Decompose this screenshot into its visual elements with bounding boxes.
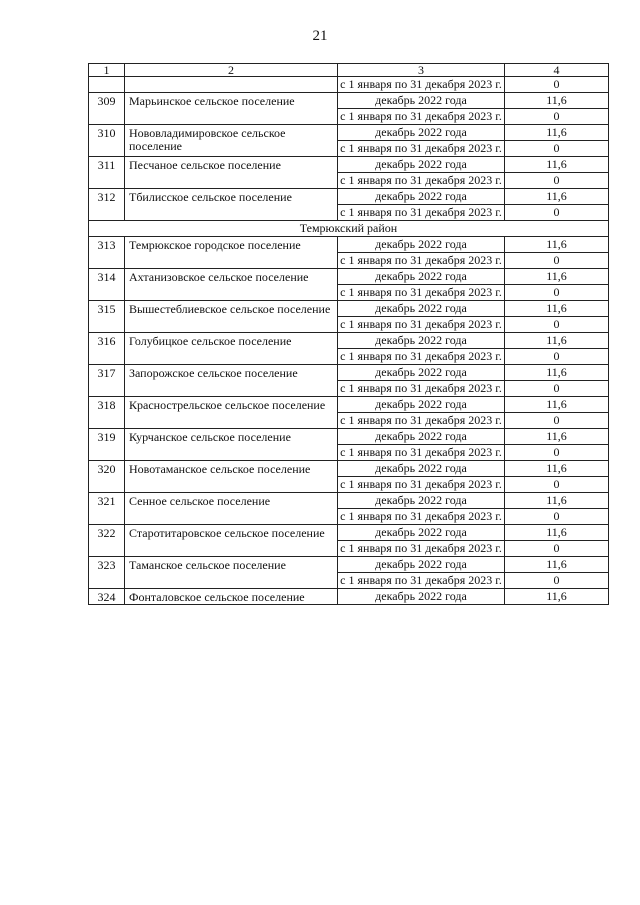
period-cell: с 1 января по 31 декабря 2023 г. [338,77,505,93]
table-row [89,189,609,205]
name-cell: Тбилисское сельское поселение [125,189,338,221]
value-cell: 0 [505,445,609,461]
value-cell: 11,6 [505,557,609,573]
name-cell: Нововладимировское сельское поселение [125,125,338,157]
row-number-cell: 309 [89,93,125,125]
name-cell: Старотитаровское сельское поселение [125,525,338,557]
table-row [89,237,609,253]
row-number-cell: 322 [89,525,125,557]
column-header: 1 [89,64,125,77]
period-cell: декабрь 2022 года [338,525,505,541]
period-cell: с 1 января по 31 декабря 2023 г. [338,381,505,397]
period-cell: с 1 января по 31 декабря 2023 г. [338,349,505,365]
value-cell: 0 [505,77,609,93]
value-cell: 0 [505,349,609,365]
name-cell: Фонталовское сельское поселение [125,589,338,605]
table-row [89,397,609,413]
value-cell: 11,6 [505,301,609,317]
page-number: 21 [312,28,328,44]
name-cell: Вышестеблиевское сельское поселение [125,301,338,333]
period-cell: декабрь 2022 года [338,301,505,317]
continuation-row [89,77,609,93]
row-number-cell: 324 [89,589,125,605]
period-cell: с 1 января по 31 декабря 2023 г. [338,317,505,333]
value-cell: 0 [505,173,609,189]
value-cell: 0 [505,477,609,493]
name-cell: Марьинское сельское поселение [125,93,338,125]
period-cell: декабрь 2022 года [338,333,505,349]
table-row [89,333,609,349]
name-cell: Краснострельское сельское поселение [125,397,338,429]
value-cell: 0 [505,509,609,525]
name-cell: Таманское сельское поселение [125,557,338,589]
value-cell: 11,6 [505,525,609,541]
period-cell: декабрь 2022 года [338,93,505,109]
name-cell: Запорожское сельское поселение [125,365,338,397]
tariff-table [88,63,609,605]
name-cell: Курчанское сельское поселение [125,429,338,461]
table-row [89,93,609,109]
value-cell: 11,6 [505,237,609,253]
period-cell: декабрь 2022 года [338,269,505,285]
row-number-cell: 320 [89,461,125,493]
row-number-cell: 313 [89,237,125,269]
period-cell: с 1 января по 31 декабря 2023 г. [338,573,505,589]
row-number-cell: 323 [89,557,125,589]
value-cell: 0 [505,573,609,589]
table-row [89,157,609,173]
district-row [89,221,609,237]
period-cell: декабрь 2022 года [338,589,505,605]
period-cell: декабрь 2022 года [338,157,505,173]
name-cell: Сенное сельское поселение [125,493,338,525]
value-cell: 11,6 [505,397,609,413]
row-number-cell: 321 [89,493,125,525]
value-cell: 11,6 [505,93,609,109]
row-number-cell: 318 [89,397,125,429]
period-cell: с 1 января по 31 декабря 2023 г. [338,413,505,429]
value-cell: 11,6 [505,365,609,381]
value-cell: 11,6 [505,125,609,141]
value-cell: 0 [505,381,609,397]
row-number-cell: 311 [89,157,125,189]
table-row [89,269,609,285]
row-number-cell: 312 [89,189,125,221]
period-cell: с 1 января по 31 декабря 2023 г. [338,253,505,269]
value-cell: 0 [505,109,609,125]
period-cell: декабрь 2022 года [338,429,505,445]
value-cell: 11,6 [505,189,609,205]
value-cell: 0 [505,317,609,333]
period-cell: с 1 января по 31 декабря 2023 г. [338,109,505,125]
value-cell: 11,6 [505,157,609,173]
column-header: 4 [505,64,609,77]
value-cell: 0 [505,253,609,269]
name-cell: Голубицкое сельское поселение [125,333,338,365]
period-cell: с 1 января по 31 декабря 2023 г. [338,541,505,557]
row-number-cell: 315 [89,301,125,333]
value-cell: 11,6 [505,493,609,509]
value-cell: 0 [505,205,609,221]
row-number-cell: 314 [89,269,125,301]
table-row [89,125,609,141]
header-row [89,64,609,77]
period-cell: декабрь 2022 года [338,397,505,413]
table-row [89,493,609,509]
value-cell: 0 [505,541,609,557]
value-cell: 0 [505,141,609,157]
period-cell: декабрь 2022 года [338,557,505,573]
table-row [89,589,609,605]
name-cell [125,77,338,93]
value-cell: 11,6 [505,269,609,285]
period-cell: с 1 января по 31 декабря 2023 г. [338,445,505,461]
name-cell: Темрюкское городское поселение [125,237,338,269]
table-row [89,301,609,317]
row-number-cell: 317 [89,365,125,397]
column-header: 2 [125,64,338,77]
period-cell: декабрь 2022 года [338,189,505,205]
column-header: 3 [338,64,505,77]
value-cell: 0 [505,285,609,301]
period-cell: с 1 января по 31 декабря 2023 г. [338,477,505,493]
table-body [89,77,609,605]
table-row [89,365,609,381]
name-cell: Ахтанизовское сельское поселение [125,269,338,301]
value-cell: 11,6 [505,461,609,477]
district-heading: Темрюкский район [89,221,609,237]
period-cell: декабрь 2022 года [338,461,505,477]
period-cell: с 1 января по 31 декабря 2023 г. [338,141,505,157]
table-row [89,525,609,541]
row-number-cell: 316 [89,333,125,365]
row-number-cell: 310 [89,125,125,157]
row-number-cell [89,77,125,93]
period-cell: декабрь 2022 года [338,125,505,141]
period-cell: декабрь 2022 года [338,237,505,253]
value-cell: 11,6 [505,589,609,605]
table-row [89,429,609,445]
table-row [89,557,609,573]
row-number-cell: 319 [89,429,125,461]
value-cell: 0 [505,413,609,429]
name-cell: Песчаное сельское поселение [125,157,338,189]
table-row [89,461,609,477]
period-cell: декабрь 2022 года [338,493,505,509]
period-cell: с 1 января по 31 декабря 2023 г. [338,205,505,221]
name-cell: Новотаманское сельское поселение [125,461,338,493]
value-cell: 11,6 [505,429,609,445]
period-cell: декабрь 2022 года [338,365,505,381]
value-cell: 11,6 [505,333,609,349]
period-cell: с 1 января по 31 декабря 2023 г. [338,509,505,525]
period-cell: с 1 января по 31 декабря 2023 г. [338,285,505,301]
period-cell: с 1 января по 31 декабря 2023 г. [338,173,505,189]
